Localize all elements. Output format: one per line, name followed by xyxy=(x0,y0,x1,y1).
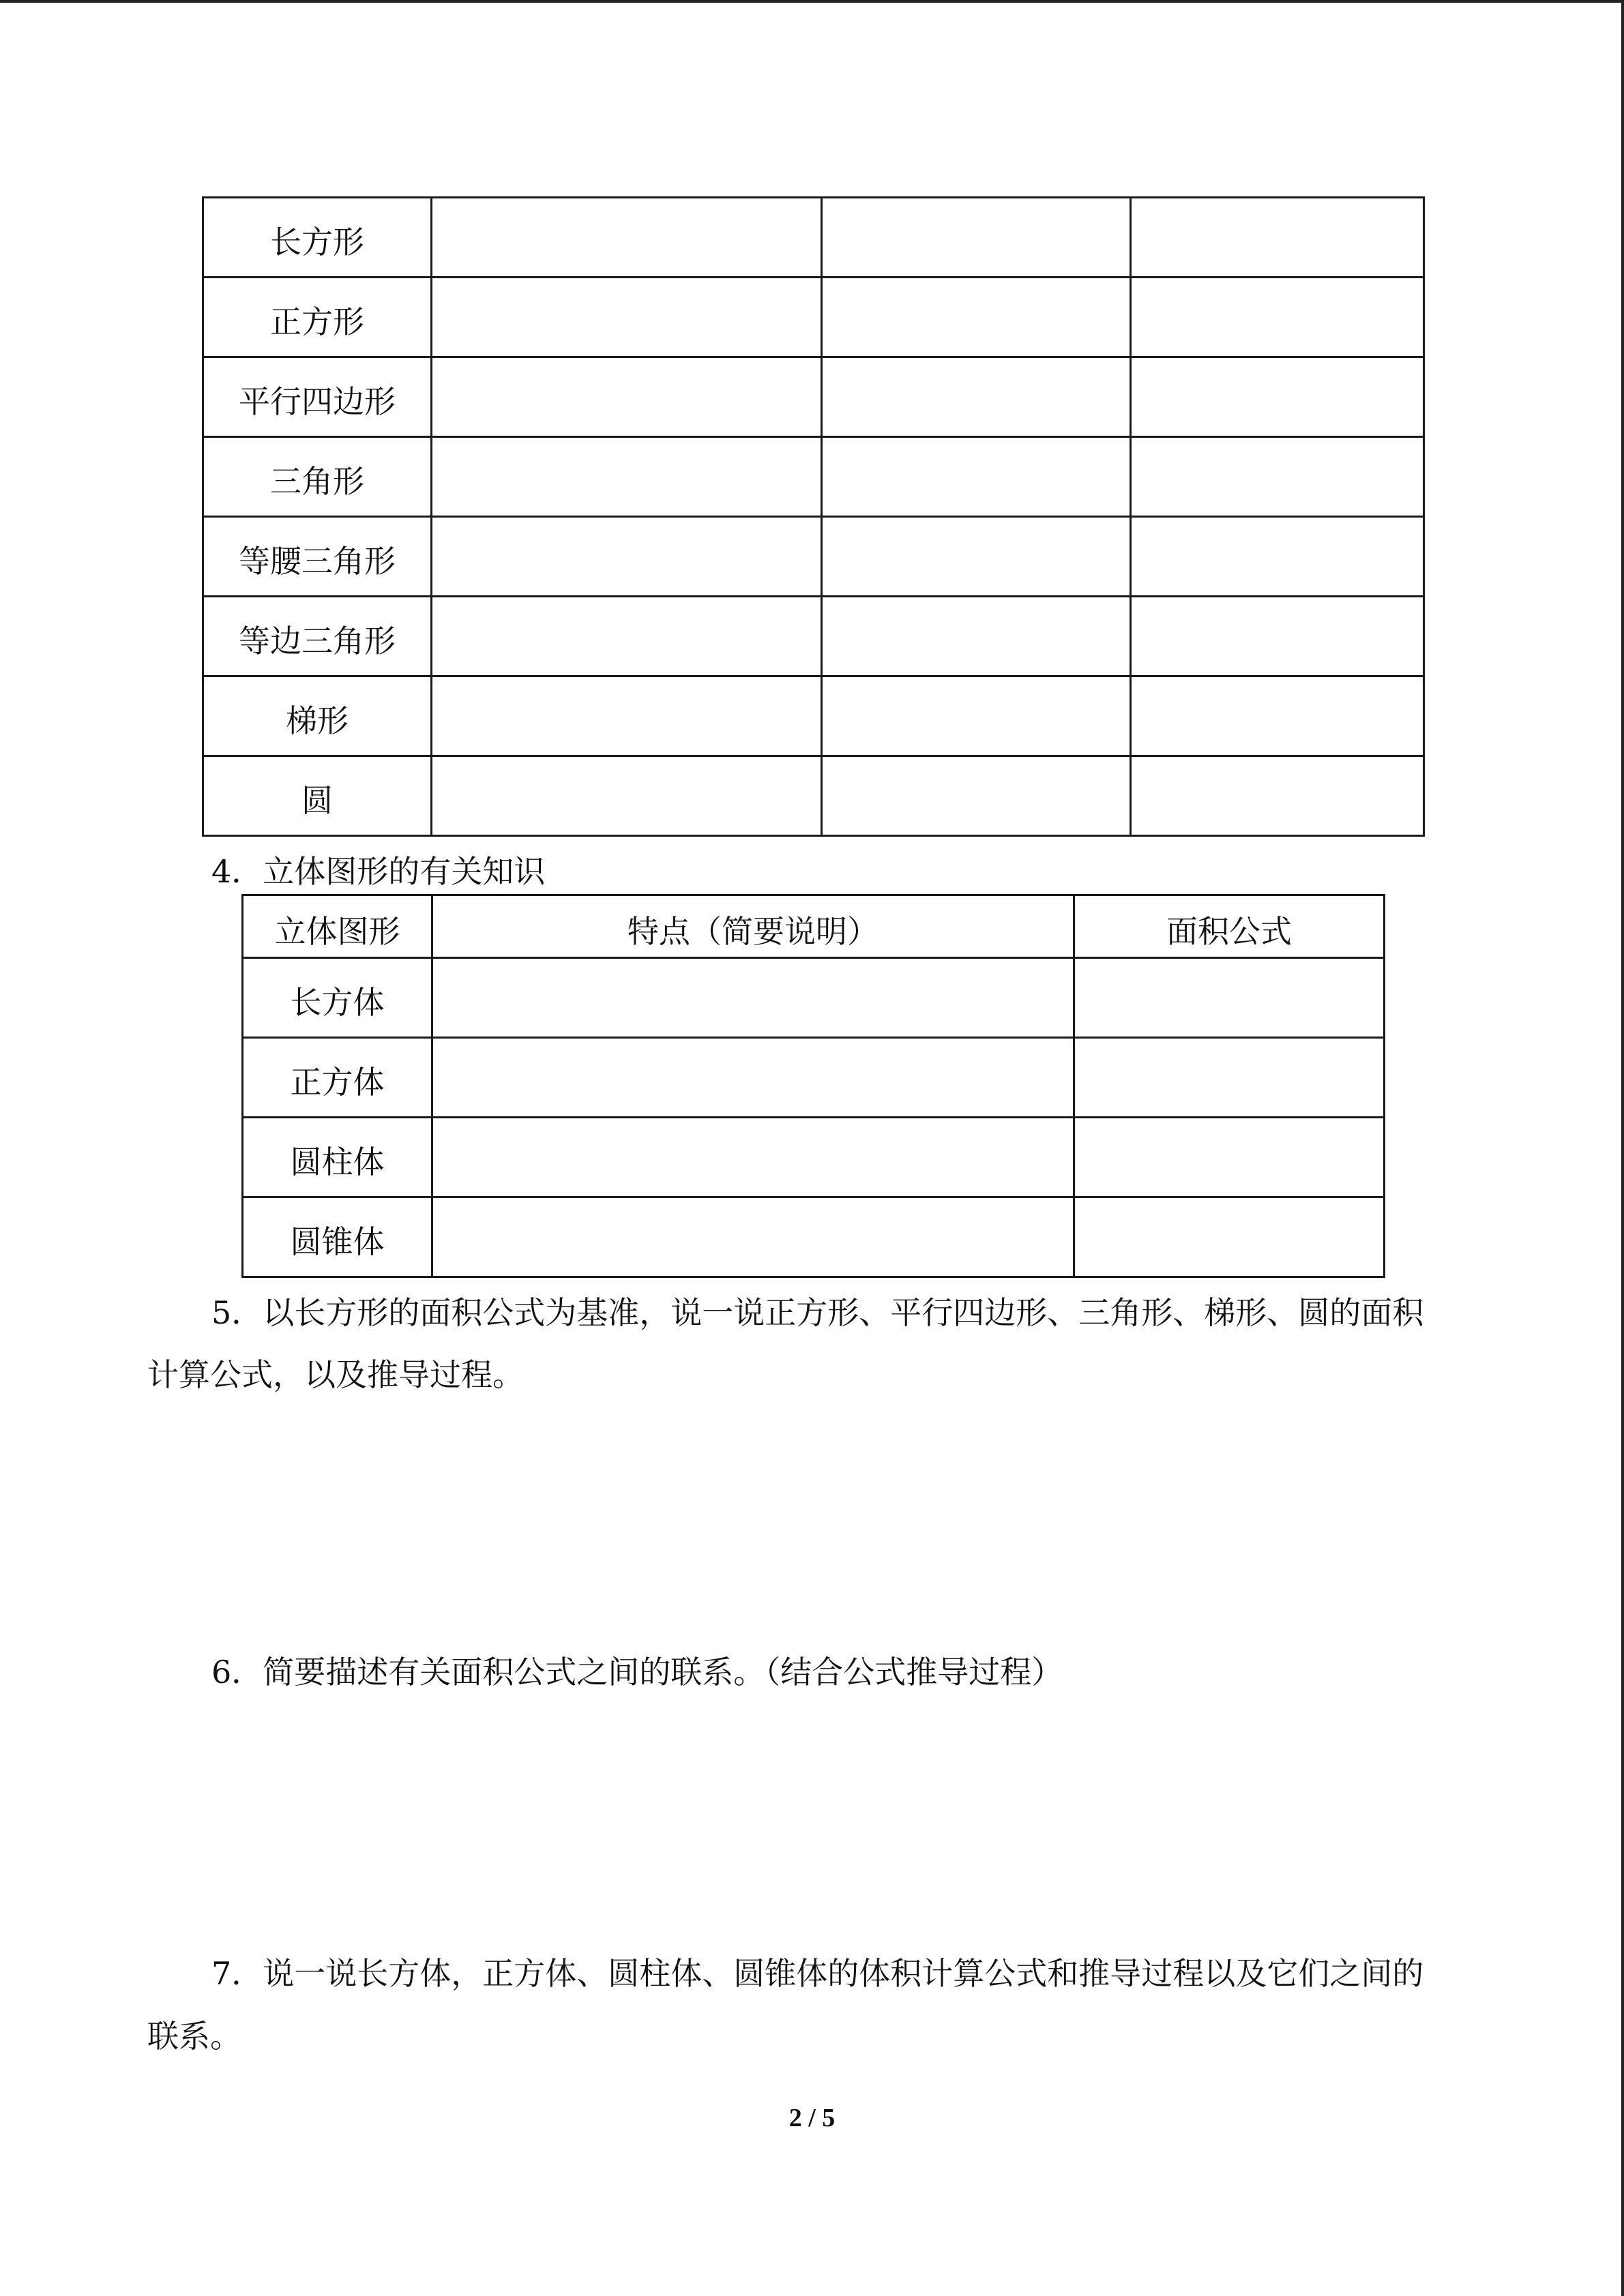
blank-cell[interactable] xyxy=(1131,278,1424,357)
table-row xyxy=(243,1197,1385,1277)
blank-cell[interactable] xyxy=(822,676,1131,756)
blank-cell[interactable] xyxy=(1131,676,1424,756)
shape-name-cell: 长方形 xyxy=(203,198,432,278)
blank-cell[interactable] xyxy=(822,517,1131,597)
solid-name-cell: 圆柱体 xyxy=(243,1118,432,1197)
shape-name-cell: 等边三角形 xyxy=(203,597,432,676)
table-row xyxy=(203,357,1424,437)
table-row xyxy=(203,198,1424,278)
blank-cell[interactable] xyxy=(432,517,822,597)
blank-cell[interactable] xyxy=(1131,517,1424,597)
blank-cell[interactable] xyxy=(822,437,1131,517)
blank-cell[interactable] xyxy=(822,198,1131,278)
header-features: 特点（简要说明） xyxy=(432,895,1074,958)
table-row xyxy=(203,437,1424,517)
blank-cell[interactable] xyxy=(432,1197,1074,1277)
q6-text: 6．简要描述有关面积公式之间的联系。（结合公式推导过程） xyxy=(211,1654,1063,1690)
solid-name-cell: 圆锥体 xyxy=(243,1197,432,1277)
shape-name-cell: 梯形 xyxy=(203,676,432,756)
blank-cell[interactable] xyxy=(432,756,822,836)
blank-cell[interactable] xyxy=(822,756,1131,836)
blank-cell[interactable] xyxy=(1074,1197,1385,1277)
blank-cell[interactable] xyxy=(822,357,1131,437)
blank-cell[interactable] xyxy=(432,958,1074,1038)
q5-line1: 5．以长方形的面积公式为基准，说一说正方形、平行四边形、三角形、梯形、圆的面积 xyxy=(211,1294,1424,1331)
page-border-right xyxy=(1621,0,1624,2296)
table-row xyxy=(243,1118,1385,1197)
table-row xyxy=(203,676,1424,756)
shape-name-cell: 圆 xyxy=(203,756,432,836)
blank-cell[interactable] xyxy=(822,278,1131,357)
blank-cell[interactable] xyxy=(1131,437,1424,517)
blank-cell[interactable] xyxy=(1074,958,1385,1038)
header-area-formula: 面积公式 xyxy=(1074,895,1385,958)
page-border-top xyxy=(0,0,1624,3)
blank-cell[interactable] xyxy=(1131,597,1424,676)
table-row xyxy=(203,517,1424,597)
blank-cell[interactable] xyxy=(432,1038,1074,1118)
blank-cell[interactable] xyxy=(432,198,822,278)
shape-name-cell: 三角形 xyxy=(203,437,432,517)
blank-cell[interactable] xyxy=(1131,198,1424,278)
q4-title: 4．立体图形的有关知识 xyxy=(211,853,546,890)
shape-name-cell: 平行四边形 xyxy=(203,357,432,437)
blank-cell[interactable] xyxy=(1074,1118,1385,1197)
table-header-row xyxy=(243,895,1385,958)
blank-cell[interactable] xyxy=(1131,357,1424,437)
table-row xyxy=(203,597,1424,676)
blank-cell[interactable] xyxy=(822,597,1131,676)
solid-name-cell: 正方体 xyxy=(243,1038,432,1118)
table-row xyxy=(243,1038,1385,1118)
plane-figure-table xyxy=(202,196,1425,837)
blank-cell[interactable] xyxy=(432,676,822,756)
solid-name-cell: 长方体 xyxy=(243,958,432,1038)
table-row xyxy=(203,278,1424,357)
blank-cell[interactable] xyxy=(432,357,822,437)
q7-line1: 7．说一说长方体，正方体、圆柱体、圆锥体的体积计算公式和推导过程以及它们之间的 xyxy=(211,1955,1424,1992)
q7-line2: 联系。 xyxy=(147,2018,241,2055)
header-solid-figure: 立体图形 xyxy=(243,895,432,958)
blank-cell[interactable] xyxy=(432,437,822,517)
blank-cell[interactable] xyxy=(1131,756,1424,836)
blank-cell[interactable] xyxy=(432,1118,1074,1197)
solid-figure-table xyxy=(241,894,1385,1278)
blank-cell[interactable] xyxy=(1074,1038,1385,1118)
page-number: 2 / 5 xyxy=(788,2104,836,2132)
shape-name-cell: 正方形 xyxy=(203,278,432,357)
q5-line2: 计算公式，以及推导过程。 xyxy=(147,1356,524,1393)
table-row xyxy=(203,756,1424,836)
blank-cell[interactable] xyxy=(432,597,822,676)
shape-name-cell: 等腰三角形 xyxy=(203,517,432,597)
table-row xyxy=(243,958,1385,1038)
blank-cell[interactable] xyxy=(432,278,822,357)
